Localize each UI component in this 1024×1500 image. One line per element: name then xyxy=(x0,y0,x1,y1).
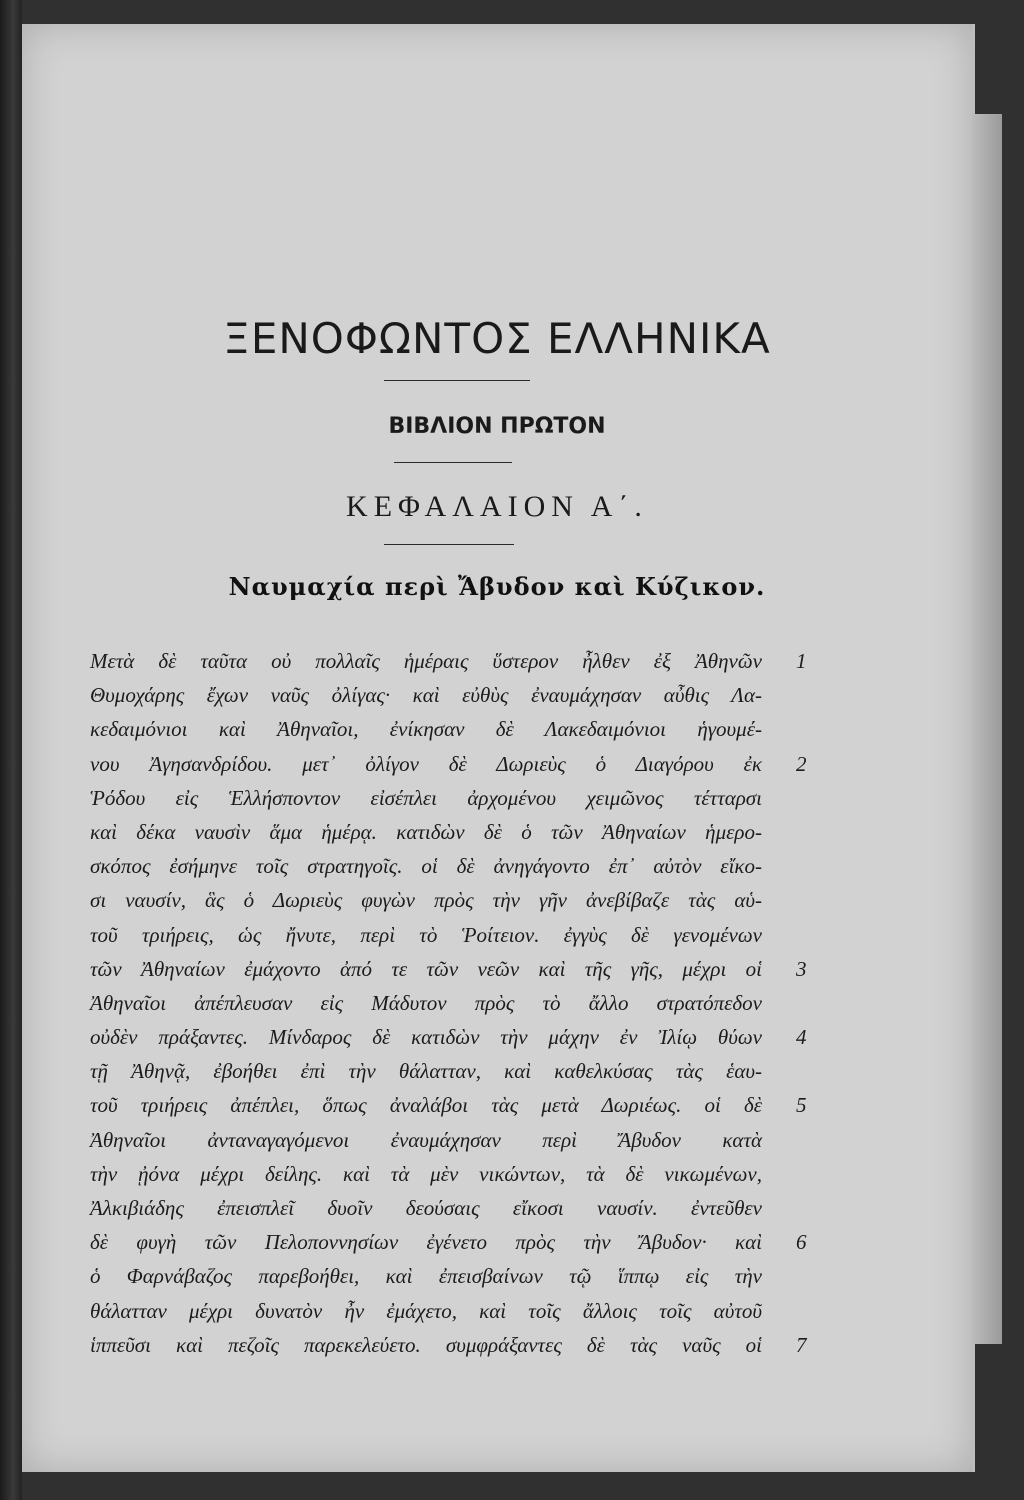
section-number: 1 xyxy=(796,649,807,673)
section-number: 5 xyxy=(796,1093,807,1118)
section-number: 4 xyxy=(796,1025,807,1050)
page-sheet xyxy=(22,24,975,1472)
text-line-content: τοῦ τριήρεις, ὡς ἤνυτε, περὶ τὸ Ῥοίτειον. ἐγγὺς δὲ γενομένων xyxy=(90,922,762,947)
text-line-content: Θυμοχάρης ἔχων ναῦς ὀλίγας· καὶ εὐθὺς ἐναυμάχησαν αὖθις Λα- xyxy=(90,683,762,708)
text-line-content: Ῥόδου εἰς Ἑλλήσποντον εἰσέπλει ἀρχομένου χειμῶνος τέτταρσι xyxy=(90,785,762,810)
text-line-content: θάλατταν μέχρι δυνατὸν ἦν ἐμάχετο, καὶ τοῖς ἄλλοις τοῖς αὐτοῦ xyxy=(90,1298,762,1323)
text-line xyxy=(90,781,890,815)
text-line xyxy=(90,1054,890,1088)
text-line xyxy=(90,1088,890,1122)
text-line xyxy=(90,1294,890,1328)
text-line xyxy=(90,815,890,849)
book-heading: ΒΙΒΛΙΟΝ ΠΡΩΤΟΝ xyxy=(388,414,606,439)
work-title: ΞΕΝΟΦΩΝΤΟΣ ΕΛΛΗΝΙΚΑ xyxy=(223,314,771,363)
text-line-content: Ἀλκιβιάδης ἐπεισπλεῖ δυοῖν δεούσαις εἴκοσι ναυσίν. ἐντεῦθεν xyxy=(90,1196,762,1220)
chapter-heading: ΚΕΦΑΛΑΙΟΝ Α΄. xyxy=(346,490,648,523)
text-line-content: κεδαιμόνιοι καὶ Ἀθηναῖοι, ἐνίκησαν δὲ Λακεδαιμόνιοι ἡγουμέ- xyxy=(90,717,762,742)
text-line-content: καὶ δέκα ναυσὶν ἅμα ἡμέρᾳ. κατιδὼν δὲ ὁ τῶν Ἀθηναίων ἡμερο- xyxy=(90,819,762,844)
text-line xyxy=(90,678,890,712)
text-line-content: δὲ φυγὴ τῶν Πελοποννησίων ἐγένετο πρὸς τὴν Ἄβυδον· καὶ xyxy=(90,1230,762,1255)
section-number: 3 xyxy=(796,956,807,981)
text-line-content: σι ναυσίν, ἃς ὁ Δωριεὺς φυγὼν πρὸς τὴν γῆν ἀνεβίβαζε τὰς αὑ- xyxy=(90,888,762,913)
text-line xyxy=(90,1259,890,1293)
text-line xyxy=(90,1157,890,1191)
text-line-content: Ἀθηναῖοι ἀνταναγαγόμενοι ἐναυμάχησαν περὶ Ἄβυδον κατὰ xyxy=(90,1127,762,1152)
book-binding-edge xyxy=(0,0,22,1500)
text-line-content: σκόπος ἐσήμηνε τοῖς στρατηγοῖς. οἱ δὲ ἀνηγάγοντο ἐπ᾽ αὐτὸν εἴκο- xyxy=(90,854,762,879)
text-line xyxy=(90,952,890,986)
text-line xyxy=(90,883,890,917)
text-line-content: τῇ Ἀθηνᾷ, ἐβοήθει ἐπὶ τὴν θάλατταν, καὶ καθελκύσας τὰς ἑαυ- xyxy=(90,1059,762,1084)
text-line-content: τὴν ᾐόνα μέχρι δείλης. καὶ τὰ μὲν νικώντων, τὰ δὲ νικωμένων, xyxy=(90,1161,762,1186)
text-line xyxy=(90,849,890,883)
text-line-content: ἱππεῦσι καὶ πεζοῖς παρεκελεύετο. συμφράξαντες δὲ τὰς ναῦς οἱ xyxy=(90,1332,762,1357)
divider-rule xyxy=(384,544,514,545)
section-number: 7 xyxy=(796,1332,807,1357)
text-line xyxy=(90,1328,890,1362)
text-line xyxy=(90,1191,890,1225)
text-line xyxy=(90,644,890,678)
text-line xyxy=(90,747,890,781)
text-line xyxy=(90,1020,890,1054)
text-line-content: Ἀθηναῖοι ἀπέπλευσαν εἰς Μάδυτον πρὸς τὸ ἄλλο στρατόπεδον xyxy=(90,990,762,1015)
text-line-content: Μετὰ δὲ ταῦτα οὐ πολλαῖς ἡμέραις ὕστερον ἦλθεν ἐξ Ἀθηνῶν xyxy=(90,649,762,673)
text-line xyxy=(90,1225,890,1259)
text-line-content: ὁ Φαρνάβαζος παρεβοήθει, καὶ ἐπεισβαίνων τῷ ἵππῳ εἰς τὴν xyxy=(90,1264,762,1289)
body-text xyxy=(90,644,890,1362)
divider-rule xyxy=(394,462,512,463)
text-line xyxy=(90,986,890,1020)
section-number: 2 xyxy=(796,751,807,776)
text-line-content: οὐδὲν πράξαντες. Μίνδαρος δὲ κατιδὼν τὴν μάχην ἐν Ἰλίῳ θύων xyxy=(90,1025,762,1050)
text-line-content: νου Ἀγησανδρίδου. μετ᾽ ὀλίγον δὲ Δωριεὺς ὁ Διαγόρου ἐκ xyxy=(90,751,762,776)
text-line xyxy=(90,712,890,746)
text-line-content: τοῦ τριήρεις ἀπέπλει, ὅπως ἀναλάβοι τὰς μετὰ Δωριέως. οἱ δὲ xyxy=(90,1093,762,1118)
text-line xyxy=(90,918,890,952)
chapter-subtitle: Ναυμαχία περὶ Ἄβυδον καὶ Κύζικον. xyxy=(228,572,766,601)
divider-rule xyxy=(384,380,530,381)
text-line-content: τῶν Ἀθηναίων ἐμάχοντο ἀπό τε τῶν νεῶν καὶ τῆς γῆς, μέχρι οἱ xyxy=(90,956,762,981)
text-line xyxy=(90,1123,890,1157)
section-number: 6 xyxy=(796,1230,807,1255)
